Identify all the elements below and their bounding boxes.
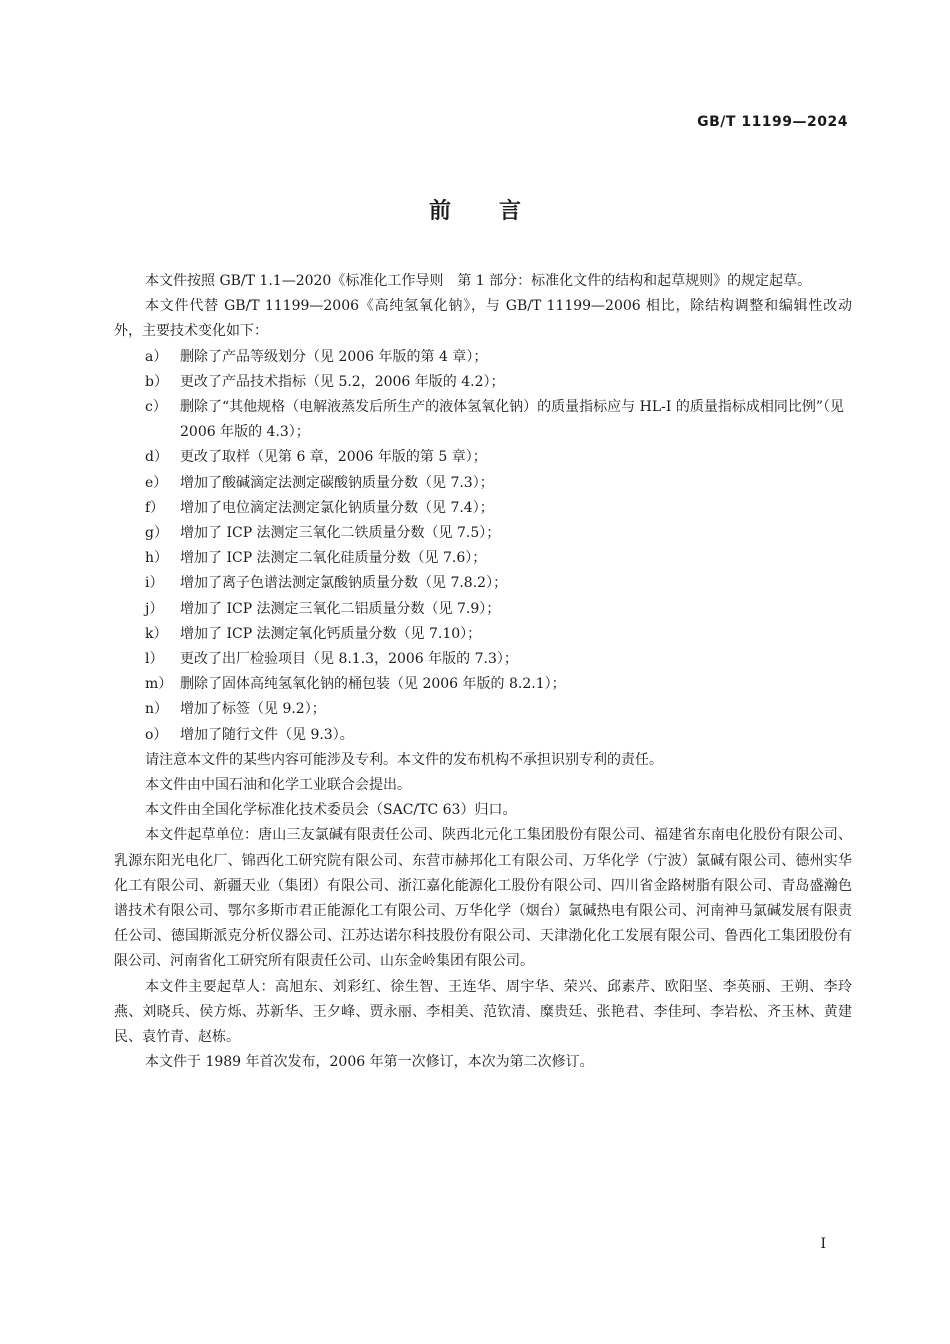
list-item-label: g） [145,525,168,542]
list-item-label: l） [145,651,164,668]
list-item [114,521,852,546]
list-item-label: m） [145,676,173,693]
list-item [114,496,852,521]
paragraph-history: 本文件于 1989 年首次发布，2006 年第一次修订，本次为第二次修订。 [145,1054,594,1071]
list-item-label: d） [145,449,168,466]
list-item-text: 删除了“其他规格（电解液蒸发后所生产的液体氢氧化钠）的质量指标应与 HL-I 的质量指标成相同比例”（见 2006 年版的 4.3）； [180,399,844,441]
list-item [114,546,852,571]
paragraph-drafting-units: 本文件起草单位：唐山三友氯碱有限责任公司、陕西北元化工集团股份有限公司、福建省东南电化股份有限公司、乳源东阳光电化厂、锦西化工研究院有限公司、东营市赫邦化工有限公司、万华化学（宁波）氯碱有限公司、德州实华化工有限公司、新疆天业（集团）有限公司、浙江嘉化能源化工股份有限公司、四川省金路树脂有限公司、青岛盛瀚色谱技术有限公司、鄂尔多斯市君正能源化工有限公司、万华化学（烟台）氯碱热电有限公司、河南神马氯碱发展有限责任公司、德国斯派克分析仪器公司、江苏达诺尔科技股份有限公司、天津渤化化工发展有限公司、鲁西化工集团股份有限公司、河南省化工研究所有限责任公司、山东金岭集团有限公司。 [114,827,852,970]
list-item-label: i） [145,575,164,592]
page-title: 前言 [428,199,569,224]
list-item [114,395,852,445]
list-item [114,345,852,370]
list-item-label: a） [145,348,168,365]
list-item-label: e） [145,474,168,491]
list-item-text: 增加了 ICP 法测定氧化钙质量分数（见 7.10）； [180,625,482,642]
list-item [114,672,852,697]
list-item [114,647,852,672]
list-item-text: 增加了 ICP 法测定二氧化硅质量分数（见 7.6）； [180,550,487,567]
changes-list [114,345,852,748]
paragraph-drafting-rules: 本文件按照 GB/T 1.1—2020《标准化工作导则 第 1 部分：标准化文件的结构和起草规则》的规定起草。 [145,273,812,289]
page-number: I [820,1236,826,1252]
list-item [114,622,852,647]
list-item-text: 增加了 ICP 法测定三氧化二铝质量分数（见 7.9）； [180,600,501,617]
list-item-text: 删除了固体高纯氢氧化钠的桶包装（见 2006 年版的 8.2.1）； [180,676,566,693]
list-item-text: 更改了产品技术指标（见 5.2，2006 年版的 4.2）； [180,373,505,390]
paragraph-proposer: 本文件由中国石油和化学工业联合会提出。 [145,777,411,794]
list-item-text: 增加了 ICP 法测定三氧化二铁质量分数（见 7.5）； [180,525,501,542]
list-item-label: j） [145,600,164,617]
document-body [114,269,852,1076]
list-item [114,471,852,496]
list-item-label: f） [145,499,165,516]
paragraph-committee: 本文件由全国化学标准化技术委员会（SAC/TC 63）归口。 [145,802,517,819]
standard-code: GB/T 11199—2024 [697,114,848,130]
list-item-text: 增加了离子色谱法测定氯酸钠质量分数（见 7.8.2）； [180,575,508,592]
list-item-label: h） [145,550,169,567]
list-item [114,697,852,722]
list-item-label: n） [145,701,169,718]
paragraph-patent-notice: 请注意本文件的某些内容可能涉及专利。本文件的发布机构不承担识别专利的责任。 [145,751,663,768]
list-item-text: 增加了酸碱滴定法测定碳酸钠质量分数（见 7.3）； [180,474,494,491]
list-item [114,370,852,395]
list-item-text: 增加了电位滴定法测定氯化钠质量分数（见 7.4）； [180,499,494,516]
list-item-label: c） [145,399,167,416]
list-item [114,571,852,596]
list-item [114,723,852,748]
list-item [114,597,852,622]
list-item-label: o） [145,726,168,743]
list-item-text: 增加了随行文件（见 9.3）。 [180,726,354,743]
list-item-label: k） [145,625,168,642]
paragraph-replacement: 本文件代替 GB/T 11199—2006《高纯氢氧化钠》，与 GB/T 11199—2006 相比，除结构调整和编辑性改动外，主要技术变化如下： [114,298,852,340]
paragraph-drafters: 本文件主要起草人：高旭东、刘彩红、徐生智、王连华、周宇华、荣兴、邱素芹、欧阳坚、李英丽、王朔、李玲燕、刘晓兵、侯方烁、苏新华、王夕峰、贾永丽、李相美、范钦清、糜贵廷、张艳君、李佳珂、李岩松、齐玉林、黄建民、袁竹青、赵栋。 [114,978,852,1046]
list-item [114,445,852,470]
list-item-text: 更改了出厂检验项目（见 8.1.3，2006 年版的 7.3）； [180,651,518,668]
list-item-text: 更改了取样（见第 6 章，2006 年版的第 5 章）； [180,449,487,466]
list-item-text: 增加了标签（见 9.2）； [180,701,326,718]
list-item-text: 删除了产品等级划分（见 2006 年版的第 4 章）； [180,348,488,365]
list-item-label: b） [145,373,168,390]
